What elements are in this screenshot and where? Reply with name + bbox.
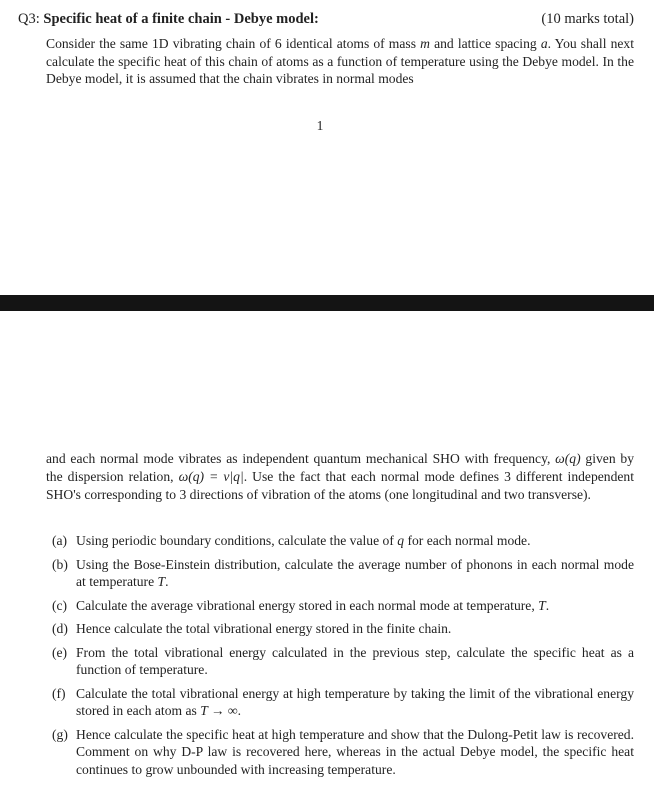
list-item [46, 685, 634, 720]
continuation-text-1: and each normal mode vibrates as independent quantum mechanical SHO with frequency, [46, 451, 556, 466]
part-text: Calculate the total vibrational energy at high temperature by taking the limit of the vibrational energy stored in each atom as T → ∞. [76, 685, 634, 718]
part-label: (f) [52, 685, 66, 701]
part-text: From the total vibrational energy calculated in the previous step, calculate the specific heat as a function of temperature. [76, 644, 634, 677]
question-title: Specific heat of a finite chain - Debye model: [43, 11, 319, 27]
part-label: (e) [52, 644, 68, 660]
intro-text-2: and lattice spacing [429, 36, 541, 51]
list-item [46, 644, 634, 679]
part-label: (a) [52, 533, 68, 548]
dispersion-relation: ω(q) = v|q| [178, 469, 244, 484]
intro-text-1: Consider the same 1D vibrating chain of 6 identical atoms of mass [46, 36, 421, 51]
intro-paragraph [46, 35, 634, 88]
list-item [46, 556, 634, 591]
continuation-text-3: . Use the fact that each normal mode defines 3 different independent SHO's corresponding to 3 directions of vibration of the atoms (one longitudinal and two transverse). [46, 469, 634, 502]
marks-total: (10 marks total) [541, 11, 634, 27]
continuation-text-2: given by the dispersion relation, [46, 451, 634, 484]
page-number: 1 [316, 118, 324, 133]
part-label: (d) [52, 621, 68, 636]
question-parts-list [46, 532, 634, 784]
continuation-paragraph [46, 450, 634, 504]
question-label: Q3: [18, 11, 40, 27]
page-separator [0, 295, 654, 311]
list-item [46, 726, 634, 779]
list-item [46, 620, 634, 638]
part-text: Using the Bose-Einstein distribution, calculate the average number of phonons in each normal mode at temperature T. [76, 556, 634, 589]
part-text: Calculate the average vibrational energy stored in each normal mode at temperature, T. [76, 597, 550, 613]
spacing-symbol: a [540, 36, 548, 51]
part-text: Hence calculate the specific heat at high temperature and show that the Dulong-Petit law is recovered. Comment on why D-P law is recovered here, whereas in the actual Debye model, the specific heat continues to grow unbounded with increasing temperature. [76, 726, 634, 777]
list-item [46, 532, 634, 550]
part-label: (c) [52, 597, 68, 613]
question-heading [18, 10, 634, 28]
page-bottom [0, 311, 654, 788]
part-label: (g) [52, 726, 68, 742]
part-text: Hence calculate the total vibrational energy stored in the finite chain. [76, 621, 452, 636]
list-item [46, 597, 634, 615]
page-top [0, 0, 654, 295]
mass-symbol: m [420, 36, 430, 51]
part-text: Using periodic boundary conditions, calculate the value of q for each normal mode. [76, 533, 531, 548]
intro-text-3: . You shall next calculate the specific heat of this chain of atoms as a function of temperature using the Debye model. In the Debye model, it is assumed that the chain vibrates in normal modes [46, 36, 634, 86]
part-label: (b) [52, 556, 68, 572]
omega-q: ω(q) [555, 451, 581, 466]
